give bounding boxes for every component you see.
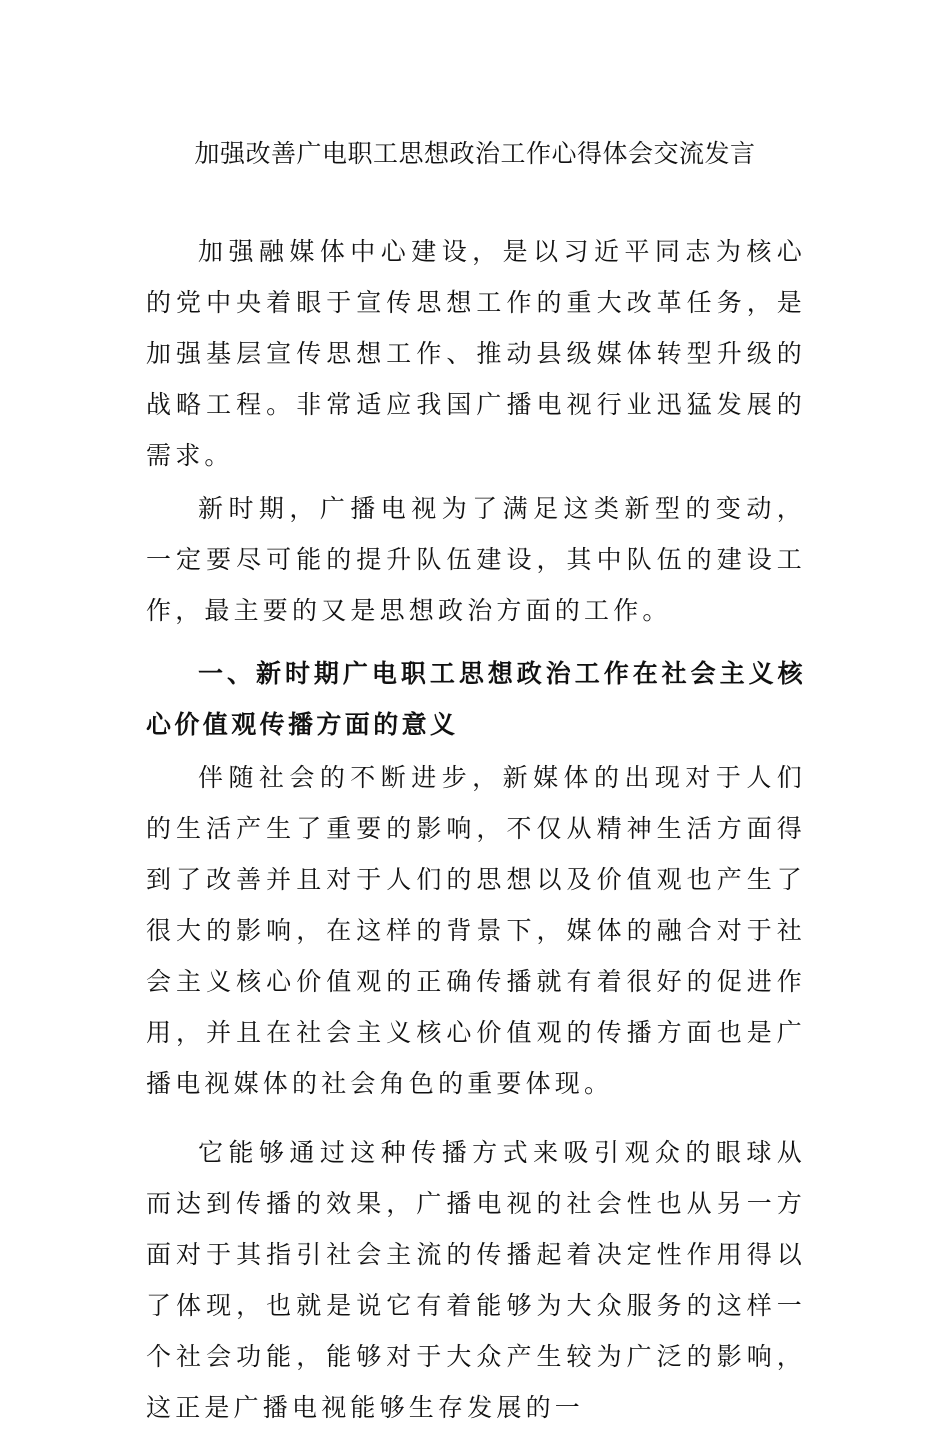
paragraph-new-era: 新时期，广播电视为了满足这类新型的变动，一定要尽可能的提升队伍建设，其中队伍的建设工作，最主要的又是思想政治方面的工作。 bbox=[146, 494, 806, 625]
document-title: 加强改善广电职工思想政治工作心得体会交流发言 bbox=[194, 139, 756, 168]
section-heading: 一、新时期广电职工思想政治工作在社会主义核心价值观传播方面的意义 bbox=[146, 659, 806, 739]
document-body bbox=[146, 226, 806, 1433]
paragraph-section-1: 伴随社会的不断进步，新媒体的出现对于人们的生活产生了重要的影响，不仅从精神生活方面得到了改善并且对于人们的思想以及价值观也产生了很大的影响，在这样的背景下，媒体的融合对于社会主义核心价值观的正确传播就有着很好的促进作用，并且在社会主义核心价值观的传播方面也是广播电视媒体的社会角色的重要体现。 bbox=[146, 763, 806, 1098]
paragraph-section-2: 它能够通过这种传播方式来吸引观众的眼球从而达到传播的效果，广播电视的社会性也从另一方面对于其指引社会主流的传播起着决定性作用得以了体现，也就是说它有着能够为大众服务的这样一个社会功能，能够对于大众产生较为广泛的影响，这正是广播电视能够生存发展的一 bbox=[146, 1138, 806, 1422]
paragraph-intro: 加强融媒体中心建设，是以习近平同志为核心的党中央着眼于宣传思想工作的重大改革任务，是加强基层宣传思想工作、推动县级媒体转型升级的战略工程。非常适应我国广播电视行业迅猛发展的需求。 bbox=[146, 237, 806, 470]
